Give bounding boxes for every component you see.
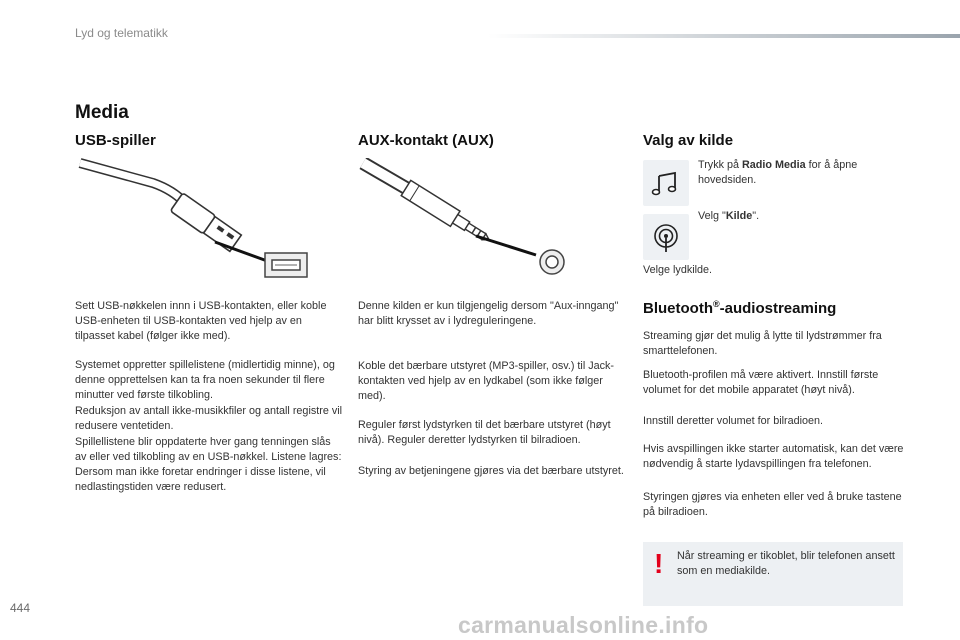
source-button[interactable]: [643, 214, 689, 260]
radio-media-button[interactable]: [643, 160, 689, 206]
watermark: carmanualsonline.info: [458, 612, 709, 638]
page-number: 444: [10, 601, 31, 615]
source-step-3: Velge lydkilde.: [643, 264, 713, 276]
bluetooth-paragraph-4: Hvis avspillingen ikke starter automatisk, kan det være nødvendig å starte lydavspillingen fra telefonen.: [643, 443, 904, 470]
usb-paragraph-2: Systemet oppretter spillelistene (midlertidig minne), og denne opprettelsen kan ta fra noen sekunder til flere minutter ved første tilkobling.: [75, 359, 335, 401]
source-step-2: Velg "Kilde".: [698, 210, 760, 222]
usb-paragraph-4: Spillellistene blir oppdaterte hver gang tenningen slås av eller ved tilkobling av en USB-nøkkel. Listene lagres: Dersom man ikke foretar endringer i disse listene, vil nedlastingstiden være redusert.: [75, 436, 342, 493]
section-header: Lyd og telematikk: [75, 26, 168, 40]
aux-paragraph-2: Koble det bærbare utstyret (MP3-spiller, osv.) til Jack-kontakten ved hjelp av en lydkabel (som ikke følger med).: [358, 360, 615, 402]
source-heading: Valg av kilde: [643, 132, 734, 149]
page-title: Media: [75, 102, 129, 123]
bluetooth-paragraph-3: Innstill deretter volumet for bilradioen.: [643, 415, 824, 427]
source-step-1: Trykk på Radio Media for å åpne hovedsiden.: [698, 159, 858, 186]
header-rule: [488, 34, 960, 38]
aux-paragraph-1: Denne kilden er kun tilgjengelig dersom "Aux-inngang" har blitt krysset av i lydreguleringene.: [358, 300, 619, 327]
usb-illustration: [75, 158, 315, 283]
usb-paragraph-3: Reduksjon av antall ikke-musikkfiler og antall registre vil redusere ventetiden.: [75, 405, 343, 432]
source-signal-icon: [643, 214, 689, 260]
bluetooth-paragraph-2: Bluetooth-profilen må være aktivert. Innstill første volumet for det mobile apparatet (høyt nivå).: [643, 369, 879, 396]
aux-jack-illustration: [358, 158, 578, 283]
bluetooth-paragraph-1: Streaming gjør det mulig å lytte til lydstrømmer fra smarttelefonen.: [643, 330, 882, 357]
bluetooth-paragraph-5: Styringen gjøres via enheten eller ved å bruke tastene på bilradioen.: [643, 491, 902, 518]
music-note-icon: [643, 160, 689, 206]
usb-heading: USB-spiller: [75, 132, 156, 149]
usb-paragraph-1: Sett USB-nøkkelen innn i USB-kontakten, eller koble USB-enheten til USB-kontakten ved hjelp av en tilpasset kabel (følger ikke med).: [75, 300, 327, 342]
bluetooth-heading: Bluetooth®-audiostreaming: [643, 299, 837, 317]
aux-paragraph-4: Styring av betjeningene gjøres via det bærbare utstyret.: [358, 465, 624, 477]
aux-heading: AUX-kontakt (AUX): [358, 132, 494, 149]
aux-paragraph-3: Reguler først lydstyrken til det bærbare utstyret (høyt nivå). Reguler deretter lydstyrken til bilradioen.: [358, 419, 611, 446]
note-text: Når streaming er tikoblet, blir telefonen ansett som en mediakilde.: [677, 550, 895, 577]
warning-icon: !: [654, 548, 664, 579]
